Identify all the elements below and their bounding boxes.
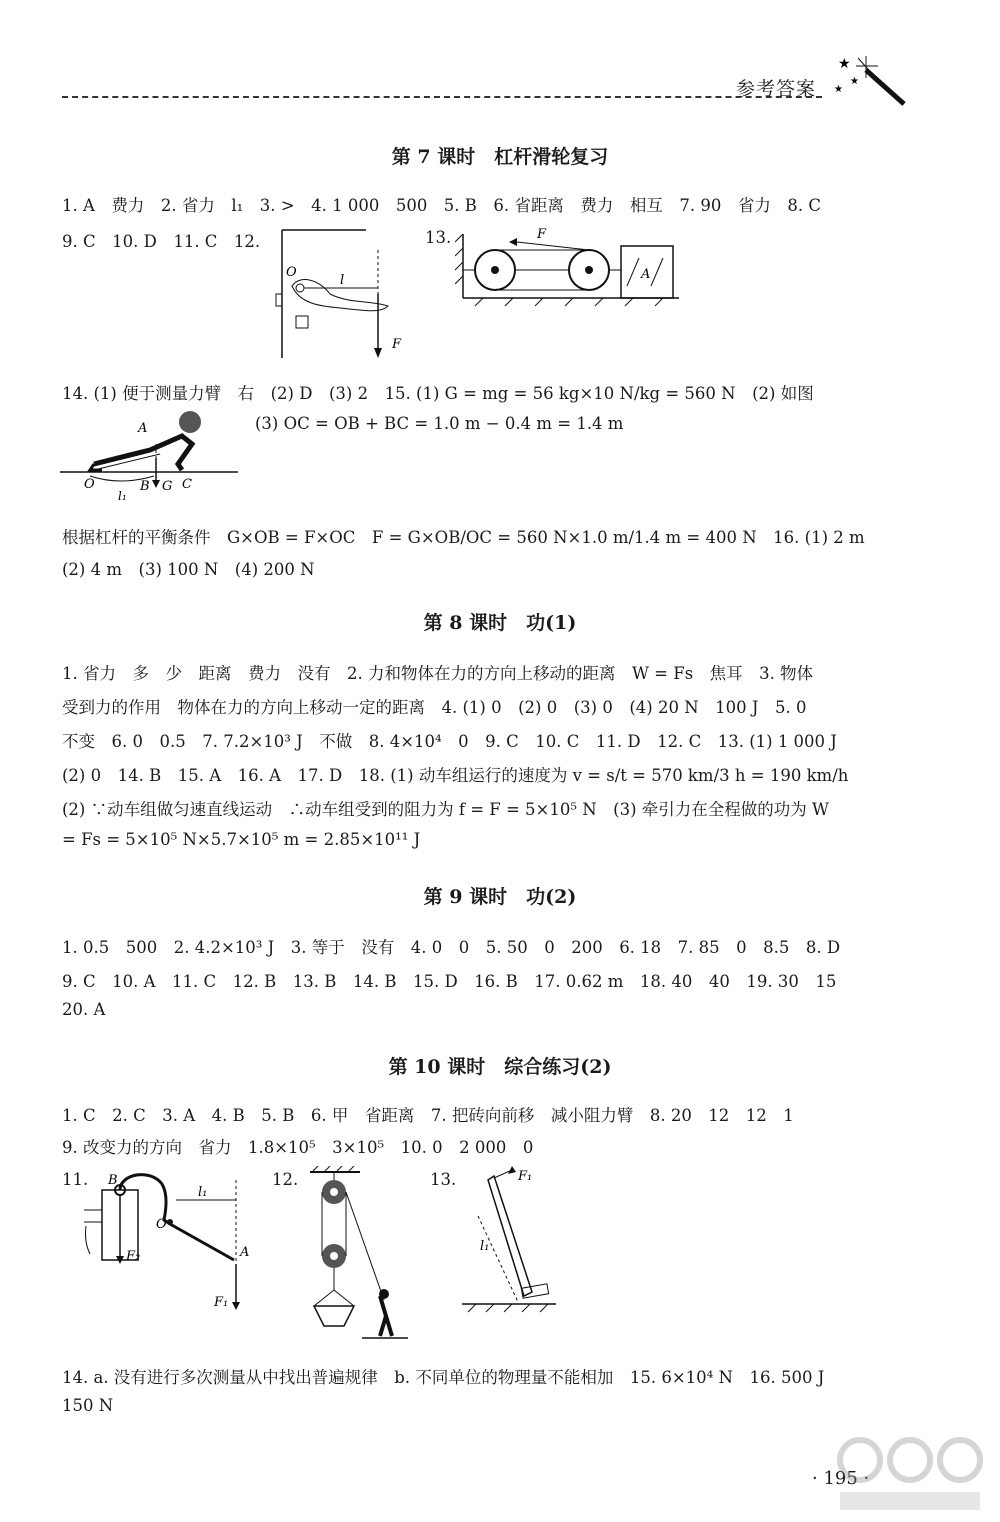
answer-line: 不变 6. 0 0.5 7. 7.2×10³ J 不做 8. 4×10⁴ 0 9. C 10. C 11. D 12. C 13. (1) 1 000 J bbox=[62, 732, 837, 751]
answer-line: 9. 改变力的方向 省力 1.8×10⁵ 3×10⁵ 10. 0 2 000 0 bbox=[62, 1138, 534, 1157]
question-number: 13. bbox=[425, 228, 452, 247]
fig-label: A bbox=[138, 421, 148, 436]
lever-door-figure bbox=[270, 224, 410, 364]
fig-label: G bbox=[162, 479, 173, 494]
answer-line: (2) ∵动车组做匀速直线运动 ∴动车组受到的阻力为 f = F = 5×10⁵ N (3) 牵引力在全程做的功为 W bbox=[62, 800, 829, 819]
fig-label: A bbox=[641, 267, 651, 282]
answer-line: (3) OC = OB + BC = 1.0 m − 0.4 m = 1.4 m bbox=[255, 414, 624, 433]
fig-label: F bbox=[537, 228, 547, 242]
answer-line: = Fs = 5×10⁵ N×5.7×10⁵ m = 2.85×10¹¹ J bbox=[62, 830, 421, 849]
fig-label: B bbox=[140, 479, 150, 494]
question-number: 11. bbox=[62, 1170, 89, 1189]
fig-label: l₁ bbox=[118, 489, 127, 503]
fig-label: F₁ bbox=[518, 1169, 533, 1184]
answer-line: 14. a. 没有进行多次测量从中找出普遍规律 b. 不同单位的物理量不能相加 15. 6×10⁴ N 16. 500 J bbox=[62, 1368, 825, 1387]
header-label: 参考答案 bbox=[736, 78, 817, 100]
question-number: 13. bbox=[430, 1170, 457, 1189]
svg-text:★: ★ bbox=[850, 76, 859, 87]
answer-line: 9. C 10. D 11. C 12. bbox=[62, 232, 261, 251]
fig-label: l bbox=[340, 273, 345, 288]
fig-label: l₁ bbox=[198, 1185, 208, 1200]
watermark-logo bbox=[820, 1430, 1000, 1520]
fig-label: l₁ bbox=[480, 1239, 490, 1254]
answer-line: 根据杠杆的平衡条件 G×OB = F×OC F = G×OB/OC = 560 N×1.0 m/1.4 m = 400 N 16. (1) 2 m bbox=[62, 528, 865, 547]
svg-text:★: ★ bbox=[838, 56, 851, 72]
answer-line: (2) 0 14. B 15. A 16. A 17. D 18. (1) 动车组运行的速度为 v = s/t = 570 km/3 h = 190 km/h bbox=[62, 766, 849, 785]
header-divider bbox=[62, 96, 822, 98]
section-title: 第 7 课时 杠杆滑轮复习 bbox=[391, 146, 609, 168]
section-title: 第 10 课时 综合练习(2) bbox=[388, 1056, 612, 1078]
magic-wand-icon bbox=[830, 48, 910, 108]
fig-label: O bbox=[286, 265, 297, 280]
pushup-figure bbox=[60, 404, 250, 504]
fig-label: F₂ bbox=[126, 1249, 141, 1264]
answer-line: 150 N bbox=[62, 1396, 114, 1415]
answer-line: 20. A bbox=[62, 1000, 106, 1019]
fig-label: F₁ bbox=[214, 1295, 229, 1310]
answer-line: 1. 省力 多 少 距离 费力 没有 2. 力和物体在力的方向上移动的距离 W = Fs 焦耳 3. 物体 bbox=[62, 664, 814, 683]
fig-label: C bbox=[182, 477, 192, 492]
question-number: 12. bbox=[272, 1170, 299, 1189]
page-number: · 195 · bbox=[812, 1468, 870, 1489]
section-title: 第 8 课时 功(1) bbox=[423, 612, 577, 634]
fig-label: B bbox=[108, 1173, 118, 1188]
pulley-block-figure bbox=[455, 228, 685, 308]
answer-line: 1. A 费力 2. 省力 l₁ 3. > 4. 1 000 500 5. B 6. 省距离 费力 相互 7. 90 省力 8. C bbox=[62, 196, 822, 215]
fig-label: O bbox=[156, 1217, 167, 1232]
lever-brick-figure bbox=[458, 1166, 568, 1316]
pulley-system-figure bbox=[300, 1166, 410, 1346]
pump-lever-figure bbox=[80, 1170, 270, 1320]
answer-line: (2) 4 m (3) 100 N (4) 200 N bbox=[62, 560, 315, 579]
fig-label: O bbox=[84, 477, 95, 492]
answer-line: 1. C 2. C 3. A 4. B 5. B 6. 甲 省距离 7. 把砖向前移 减小阻力臂 8. 20 12 12 1 bbox=[62, 1106, 794, 1125]
answer-line: 受到力的作用 物体在力的方向上移动一定的距离 4. (1) 0 (2) 0 (3) 0 (4) 20 N 100 J 5. 0 bbox=[62, 698, 807, 717]
fig-label: A bbox=[240, 1245, 250, 1260]
section-title: 第 9 课时 功(2) bbox=[423, 886, 577, 908]
fig-label: F bbox=[392, 337, 402, 352]
answer-line: 9. C 10. A 11. C 12. B 13. B 14. B 15. D 16. B 17. 0.62 m 18. 40 40 19. 30 15 bbox=[62, 972, 837, 991]
answer-line: 1. 0.5 500 2. 4.2×10³ J 3. 等于 没有 4. 0 0 5. 50 0 200 6. 18 7. 85 0 8.5 8. D bbox=[62, 938, 841, 957]
svg-text:★: ★ bbox=[834, 84, 843, 95]
answer-line: 14. (1) 便于测量力臂 右 (2) D (3) 2 15. (1) G = mg = 56 kg×10 N/kg = 560 N (2) 如图 bbox=[62, 384, 814, 403]
